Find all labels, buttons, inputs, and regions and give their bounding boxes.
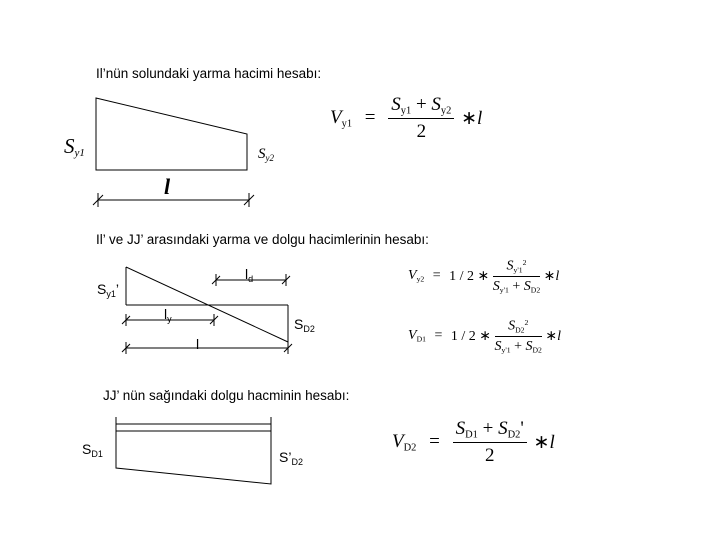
section2-formula-vd1-numerator: $S_{D2}^2$ [495,318,542,337]
section2-formula-vy2-numerator: $S_{y'1}^2$ [493,258,540,277]
section1-label-sy1: $S_{y1}$ [64,134,85,159]
section1-label-sy2: $S_{y2}$ [258,146,274,163]
section1-heading: Il’nün solundaki yarma hacimi hesabı: [96,66,322,81]
section2-label-ld: $l_d$ [245,266,254,284]
section3-fill-trapezoid [116,431,271,484]
section1-formula-numerator: $S_{y1} + S_{y2}$ [388,94,454,119]
section1-formula-vy1: $V_{y1}$ = $\frac{S_{y1} + S_{y2}}{2}$ ∗l [330,94,483,142]
section2-formula-vd1-denominator: $S_{y'1} + S_{D2}$ [494,338,542,355]
section2-label-sy1-prime: $S_{y1}$’ [97,281,119,299]
section3-label-sd1: $S_{D1}$ [82,441,103,459]
section2-formula-vd1: $V_{D1} = 1 / 2$ ∗ $\frac{S_{D2}^2}{S_{y'1} + S_{D2}}$ ∗l [408,318,562,355]
section1-label-length: l [164,174,171,199]
section2-label-ly: $l_y$ [164,306,172,324]
section2-formula-vy2-denominator: $S_{y'1} + S_{D2}$ [492,278,541,295]
section2-heading: Il’ ve JJ’ arasındaki yarma ve dolgu hacimlerinin hesabı: [96,232,429,247]
section3-heading: JJ’ nün sağındaki dolgu hacminin hesabı: [103,388,350,403]
section2-label-sd2: $S_{D2}$ [294,316,315,334]
section3-formula-numerator: $S_{D1} + S_{D2}'$ [453,418,527,443]
section3-formula-vd2: $V_{D2}$ = $\frac{S_{D1} + S_{D2}'}{2}$ ∗l [392,418,555,466]
section3-label-sd2-prime: $S’_{D2}$ [279,449,303,467]
section2-label-l: l [196,336,200,352]
section2-formula-vy2: $V_{y2} = 1 / 2$ ∗ $\frac{S_{y'1}^2}{S_{y'1} + S_{D2}}$ ∗l [408,258,560,295]
